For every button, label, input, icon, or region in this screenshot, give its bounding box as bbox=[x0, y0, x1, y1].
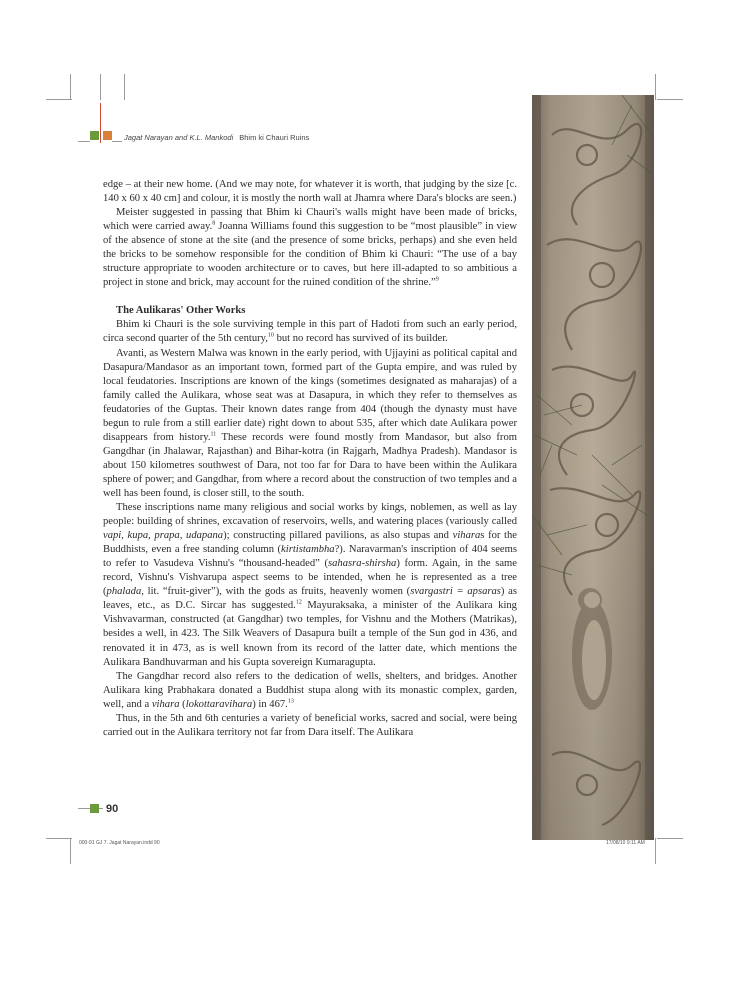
text: Avanti, as Western Malwa was known in the early period, with Ujjayini as political capital and Dasapura/Mandasor as an important town, formed part of the Gupta empire, and was ruled by local feudatories. Inscriptions are known of the kings (sometimes designated as maharajas) of a family called the Aulikara, whose seat was at Dasapura, in which they refer to themselves as feudatories of the Guptas. Their known dates range from 404 (though the dynasty must have begun to rule from a still earlier date) right down to about 535, after which date Aulikara power disappears from history. bbox=[103, 347, 517, 443]
crop-mark bbox=[655, 74, 656, 100]
text: s for the Buddhists, even a free standing column ( bbox=[103, 530, 518, 556]
footnote-ref: 12 bbox=[295, 599, 302, 606]
text: Mayuraksaka, a minister of the Aulikara king Vishvavarman, constructed (at Gangdhar) two temples, for Vishnu and the Mothers (Matrikas), besides a well, in 423. The Silk Weavers of Dasapura built a temple of the Sun god in 436, and renovated it in 473, as is well known from its record of the latter date, which mentions the Aulikara Bandhuvarman and his Gupta sovereign Kumaragupta. bbox=[103, 600, 517, 668]
footnote-ref: 11 bbox=[210, 431, 217, 438]
footnote-ref: 13 bbox=[287, 698, 294, 705]
text: ); constructing pillared pavilions, as also stupas and bbox=[223, 530, 453, 542]
page-number: 90 bbox=[106, 803, 119, 815]
footer-rule bbox=[78, 808, 90, 809]
text: These inscriptions name many religious and social works by kings, noblemen, as well as lay people: building of shrines, excavation of reservoirs, wells, and watering places (variously called bbox=[103, 502, 517, 528]
running-header bbox=[124, 133, 309, 142]
text: but no record has survived of its builder. bbox=[273, 333, 448, 345]
paragraph: Thus, in the 5th and 6th centuries a variety of beneficial works, sacred and social, were being carried out in the Aulikara territory not far from Dara itself. The Aulikara bbox=[103, 712, 517, 738]
crop-mark bbox=[46, 838, 72, 839]
italic-term: svargastri = apsaras bbox=[410, 586, 501, 598]
slug-date: 17/08/10 9:11 AM bbox=[606, 840, 645, 846]
footer-rule bbox=[99, 808, 103, 809]
text: Joanna Williams found this suggestion to be “most plausible” in view of the absence of stone at the site (and the presence of some bricks, perhaps) and she even held the bricks to be somehow responsible for the condition of Bhim ki Chauri: “The use of a bay structure appropriate to wooden architecture or to caves, but here ill-adapted to so ambitious a project in stone and brick, may account for the ruined condition of the shrine.” bbox=[103, 221, 517, 289]
italic-term: vihara bbox=[151, 698, 180, 710]
section-heading: The Aulikaras' Other Works bbox=[116, 305, 246, 317]
footnote-ref: 9 bbox=[435, 276, 439, 283]
italic-term: vihara bbox=[452, 530, 481, 542]
text: , lit. “fruit-giver”), with the gods as fruits, heavenly women ( bbox=[141, 586, 411, 598]
text: These records were found mostly from Mandasor, but also from Gangdhar (in Jhalawar, Rajasthan) and Bihar-kotra (in Rajgarh, Madhya Pradesh). Mandasor is about 150 kilometres southwest of Dara, not too far for Dara to have been within the Aulikara sphere of power; and Gangdhar, from where a record about the construction of two temples and a well has been found, is closer still, to the south. bbox=[103, 431, 517, 499]
paragraph bbox=[103, 501, 517, 670]
body-text bbox=[103, 178, 517, 740]
text: ) form. Again, in the same record, Vishnu's Vishvarupa aspect seems to be intended, when he is represented as a tree ( bbox=[103, 558, 517, 598]
footer-square-green bbox=[90, 804, 99, 813]
crop-mark bbox=[70, 838, 71, 864]
paragraph bbox=[103, 670, 517, 712]
paragraph bbox=[103, 347, 517, 502]
crop-mark bbox=[100, 74, 101, 100]
footnote-ref: 8 bbox=[212, 220, 216, 227]
crop-mark bbox=[655, 838, 656, 864]
text: Meister suggested in passing that Bhim ki Chauri's walls might have been made of bricks, which were carried away. bbox=[103, 207, 517, 233]
italic-term: kirtistambha bbox=[281, 544, 335, 556]
crop-mark bbox=[46, 99, 72, 100]
header-square-green bbox=[90, 131, 99, 140]
crop-mark bbox=[124, 74, 125, 100]
header-rule bbox=[78, 141, 90, 142]
paragraph: edge – at their new home. (And we may note, for whatever it is worth, that judging by the size [c. 140 x 60 x 40 cm] and colour, it is mostly the north wall at Jhamra where Dara's blocks are seen.) bbox=[103, 179, 517, 205]
italic-term: phalada bbox=[106, 586, 142, 598]
header-square-orange bbox=[103, 131, 112, 140]
crop-mark bbox=[657, 99, 683, 100]
text: Bhim ki Chauri is the sole surviving temple in this part of Hadoti from such an early period, circa second quarter of the 5th century, bbox=[103, 319, 517, 345]
italic-term: lokottaravihara bbox=[185, 698, 253, 710]
italic-term: sahasra-shirsha bbox=[328, 558, 397, 570]
slug-file: 000-91 GJ 7. Jagat Narayan.indd 90 bbox=[79, 840, 160, 846]
text: The Gangdhar record also refers to the dedication of wells, shelters, and bridges. Another Aulikara king Prabhakara donated a Buddhist stupa along with its monastic complex, garden, well, and a bbox=[103, 670, 517, 710]
text: ( bbox=[179, 698, 186, 710]
footnote-ref: 10 bbox=[267, 332, 274, 339]
text: ?). Naravarman's inscription of 404 seems to refer to Vasudeva Vishnu's “thousand-headed” ( bbox=[103, 544, 517, 570]
header-rule bbox=[100, 103, 101, 143]
crop-mark bbox=[657, 838, 683, 839]
header-title: Bhim ki Chauri Ruins bbox=[239, 133, 310, 142]
text: ) as leaves, etc., as D.C. Sircar has suggested. bbox=[103, 586, 517, 612]
paragraph bbox=[103, 206, 517, 290]
paragraph bbox=[103, 318, 517, 346]
header-rule bbox=[112, 141, 122, 142]
header-authors: Jagat Narayan and K.L. Mankodi bbox=[124, 133, 234, 142]
italic-term: vapi, kupa, prapa, udapana bbox=[103, 530, 224, 542]
crop-mark bbox=[70, 74, 71, 100]
carved-pillar-photo bbox=[532, 95, 654, 840]
text: ) in 467. bbox=[252, 698, 288, 710]
